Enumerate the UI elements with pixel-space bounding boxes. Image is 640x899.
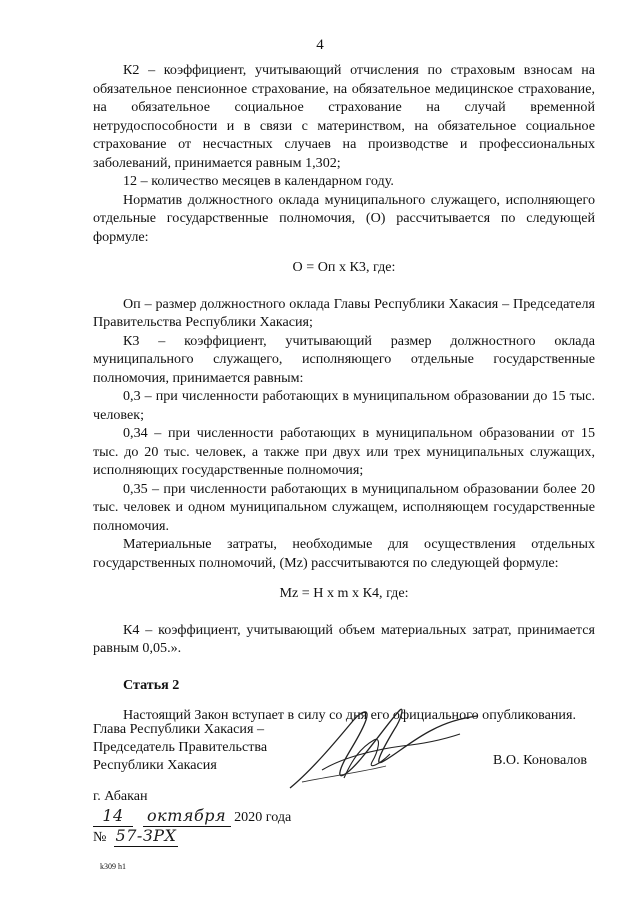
paragraph-k2: К2 – коэффициент, учитывающий отчисления по страховым взносам на обязательное пенсионное страхование, на обязательное медицинское страхование, на обязательное социальное страхование на случай временной нетрудоспособности и в связи с материнством, на обязательное социальное страхование от несчастных случаев на производстве и профессиональных заболеваний, принимается равным 1,302; [93, 62, 595, 171]
paragraph-norm-intro: Норматив должностного оклада муниципального служащего, исполняющего отдельные государственные полномочия, (О) рассчитывается по следующей формуле: [93, 191, 595, 245]
paragraph-k3-option-1: 0,3 – при численности работающих в муниципальном образовании до 15 тыс. человек; [93, 388, 595, 423]
paragraph-k3: К3 – коэффициент, учитывающий размер должностного оклада муниципального служащего, исполняющего отдельные государственные полномочия, принимается равным: [93, 332, 595, 386]
law-body [93, 61, 595, 725]
handwritten-signature [282, 700, 482, 795]
formula-o: О = Оп х К3, где: [292, 259, 396, 275]
paragraph-k4: К4 – коэффициент, учитывающий объем материальных затрат, принимается равным 0,05.». [93, 621, 595, 656]
date-day: 14 [102, 806, 124, 825]
article-title: Статья 2 [123, 676, 180, 693]
date-month: октября [147, 806, 227, 825]
signatory-title [93, 720, 267, 774]
page-number: 4 [316, 37, 324, 53]
formula-mz: Mz = Н х m х К4, где: [279, 585, 409, 601]
paragraph-op: Оп – размер должностного оклада Главы Республики Хакасия – Председателя Правительства Республики Хакасия; [93, 295, 595, 330]
article-text: Настоящий Закон вступает в силу со дня его официального опубликования. [123, 707, 576, 723]
paragraph-k3-option-3: 0,35 – при численности работающих в муниципальном образовании более 20 тыс. человек и одном муниципальном служащем, исполняющем государственные полномочия. [93, 480, 595, 534]
signatory-title-line-1: Глава Республики Хакасия – [93, 721, 265, 737]
number-value: 57-ЗРХ [115, 826, 177, 845]
paragraph-material: Материальные затраты, необходимые для осуществления отдельных государственных полномочий, (Mz) рассчитываются по следующей формуле: [93, 536, 595, 571]
law-number [93, 826, 178, 847]
place-of-signing: г. Абакан [93, 788, 148, 804]
date-year: 2020 года [234, 809, 292, 825]
signatory-title-line-2: Председатель Правительства [93, 739, 268, 755]
signatory-name: В.О. Коновалов [493, 752, 588, 768]
paragraph-k3-option-2: 0,34 – при численности работающих в муниципальном образовании от 15 тыс. до 20 тыс. человек, а также при двух или трех муниципальных служащих, исполняющих государственные полномочия; [93, 425, 595, 478]
signatory-title-line-3: Республики Хакасия [93, 757, 217, 773]
number-sign: № [93, 829, 107, 845]
document-code: k309 h1 [100, 862, 126, 871]
paragraph-months: 12 – количество месяцев в календарном году. [123, 173, 394, 189]
signing-date [93, 806, 291, 827]
